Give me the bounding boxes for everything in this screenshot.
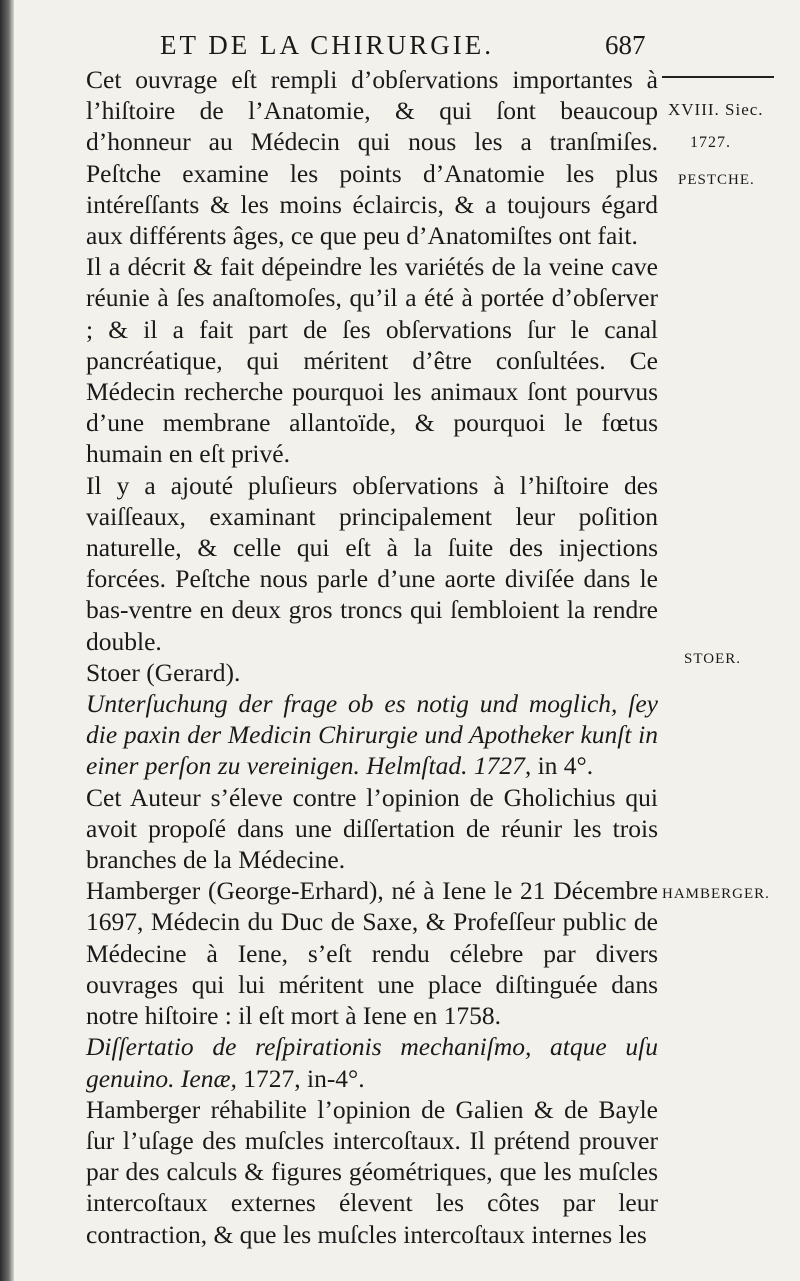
header-rule xyxy=(662,76,774,78)
stoer-title-italic: Unterſuchung der frage ob es notig und moglich, ſey die paxin der Medicin Chirurgie und Apotheker kunſt in einer perſon zu vereinigen. Helmſtad. 1727, xyxy=(86,689,658,781)
margin-pestche: PESTCHE. xyxy=(678,172,755,188)
paragraph-pestche-1: Cet ouvrage eſt rempli d’obſervations importantes à l’hiſtoire de l’Anatomie, & qui ſont beaucoup d’honneur au Médecin qui nous les a tranſmiſes. Peſtche examine les points d’Anatomie les plus intéreſſants & les moins éclaircis, & a toujours égard aux différents âges, ce que peu d’Anatomiſtes ont fait. xyxy=(86,65,658,251)
paragraph-pestche-3: Il y a ajouté pluſieurs obſervations à l’hiſtoire des vaiſſeaux, examinant principalement leur poſition naturelle, & celle qui eſt à la ſuite des injections forcées. Peſtche nous parle d’une aorte diviſée dans le bas-ventre en deux gros troncs qui ſembloient la rendre double. xyxy=(86,470,658,656)
margin-century: XVIII. Siec. xyxy=(668,100,764,119)
stoer-title xyxy=(86,688,658,782)
page-number: 687 xyxy=(605,30,646,60)
margin-hamberger: HAMBERGER. xyxy=(662,886,770,902)
main-text xyxy=(86,64,658,1250)
stoer-title-format: in 4°. xyxy=(537,751,594,781)
running-title: ET DE LA CHIRURGIE. xyxy=(160,30,494,60)
hamberger-title-italic: Diſſertatio de reſpirationis mechaniſmo, atque uſu genuino. Ienæ, xyxy=(86,1032,658,1093)
margin-stoer: STOER. xyxy=(684,651,741,667)
entry-stoer: Stoer (Gerard). xyxy=(86,657,241,687)
page-edge-shadow xyxy=(0,0,14,1281)
margin-year: 1727. xyxy=(690,134,731,151)
hamberger-title-format: 1727, in-4°. xyxy=(243,1063,365,1093)
entry-hamberger: Hamberger (George-Erhard), né à Iene le 21 Décembre 1697, Médecin du Duc de Saxe, & Profeſſeur public de Médecine à Iene, s’eſt rendu célebre par divers ouvrages qui lui méritent une place diſtinguée dans notre hiſtoire : il eſt mort à Iene en 1758. xyxy=(86,876,658,1031)
paragraph-pestche-2: Il a décrit & fait dépeindre les variétés de la veine cave réunie à ſes anaſtomoſes, qu’il a été à portée d’obſerver ; & il a fait part de ſes obſervations ſur le canal pancréatique, qui méritent d’être conſultées. Ce Médecin recherche pourquoi les animaux ſont pourvus d’une membrane allantoïde, & pourquoi le fœtus humain en eſt privé. xyxy=(86,252,658,469)
hamberger-title xyxy=(86,1031,658,1093)
paragraph-stoer: Cet Auteur s’éleve contre l’opinion de Gholichius qui avoit propoſé dans une diſſertation de réunir les trois branches de la Médecine. xyxy=(86,782,658,875)
paragraph-hamberger: Hamberger réhabilite l’opinion de Galien & de Bayle ſur l’uſage des muſcles intercoſtaux. Il prétend prouver par des calculs & figures géométriques, que les muſcles intercoſtaux externes élevent les côtes par leur contraction, & que les muſcles intercoſtaux internes les xyxy=(86,1094,658,1249)
